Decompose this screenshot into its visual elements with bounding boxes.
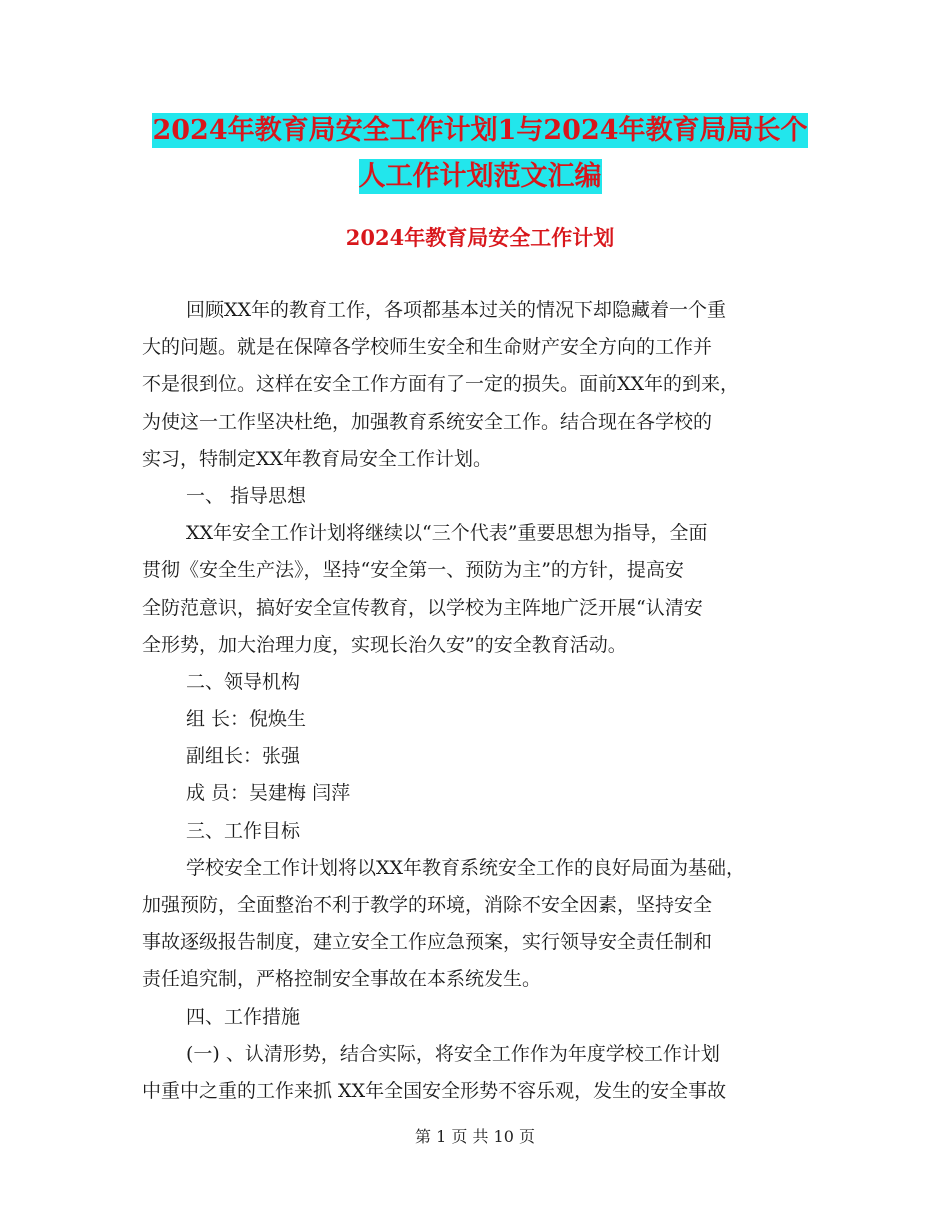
heading-guiding-ideology: 一、 指导思想 [186,484,307,507]
page-footer: 第 1 页 共 10 页 [415,1127,535,1146]
paragraph-line: 贯彻《安全生产法》，坚持“安全第一、预防为主”的方针，提高安 [142,559,684,582]
paragraph-line: 为使这一工作坚决杜绝，加强教育系统安全工作。结合现在各学校的 [142,410,713,433]
paragraph-line: 中重中之重的工作来抓 XX年全国安全形势不容乐观，发生的安全事故 [142,1079,727,1102]
heading-leadership: 二、领导机构 [186,670,301,693]
paragraph-line: 全防范意识，搞好安全宣传教育，以学校为主阵地广泛开展“认清安 [142,596,703,619]
paragraph-line: 责任追究制，严格控制安全事故在本系统发生。 [142,968,542,991]
paragraph-line: 事故逐级报告制度，建立安全工作应急预案，实行领导安全责任制和 [142,931,713,954]
title-line-2: 人工作计划范文汇编 [358,161,602,192]
heading-work-goals: 三、工作目标 [186,819,301,842]
deputy-leader-row: 副组长：张强 [186,745,301,768]
paragraph-line: (一) 、认清形势，结合实际，将安全工作作为年度学校工作计划 [186,1042,720,1065]
body-text [142,292,822,1110]
paragraph-line: 回顾XX年的教育工作，各项都基本过关的情况下却隐藏着一个重 [186,299,727,321]
section-title: 2024年教育局安全工作计划 [345,225,615,250]
paragraph-line: 实习，特制定XX年教育局安全工作计划。 [142,447,493,470]
leader-row: 组 长：倪焕生 [186,708,307,731]
paragraph-line: 不是很到位。这样在安全工作方面有了一定的损失。面前XX年的到来， [142,373,740,396]
paragraph-line: XX年安全工作计划将继续以“三个代表”重要思想为指导，全面 [186,522,708,545]
paragraph-line: 大的问题。就是在保障各学校师生安全和生命财产安全方向的工作并 [142,336,713,359]
title-line-1: 2024年教育局安全工作计划1与2024年教育局局长个 [152,115,808,146]
members-row: 成 员：吴建梅 闫萍 [186,782,351,805]
paragraph-line: 加强预防，全面整治不利于教学的环境，消除不安全因素，坚持安全 [142,894,713,916]
paragraph-line: 全形势，加大治理力度，实现长治久安”的安全教育活动。 [142,633,627,656]
heading-work-measures: 四、工作措施 [186,1005,301,1028]
paragraph-line: 学校安全工作计划将以XX年教育系统安全工作的良好局面为基础， [186,856,746,879]
document-title [140,108,820,200]
